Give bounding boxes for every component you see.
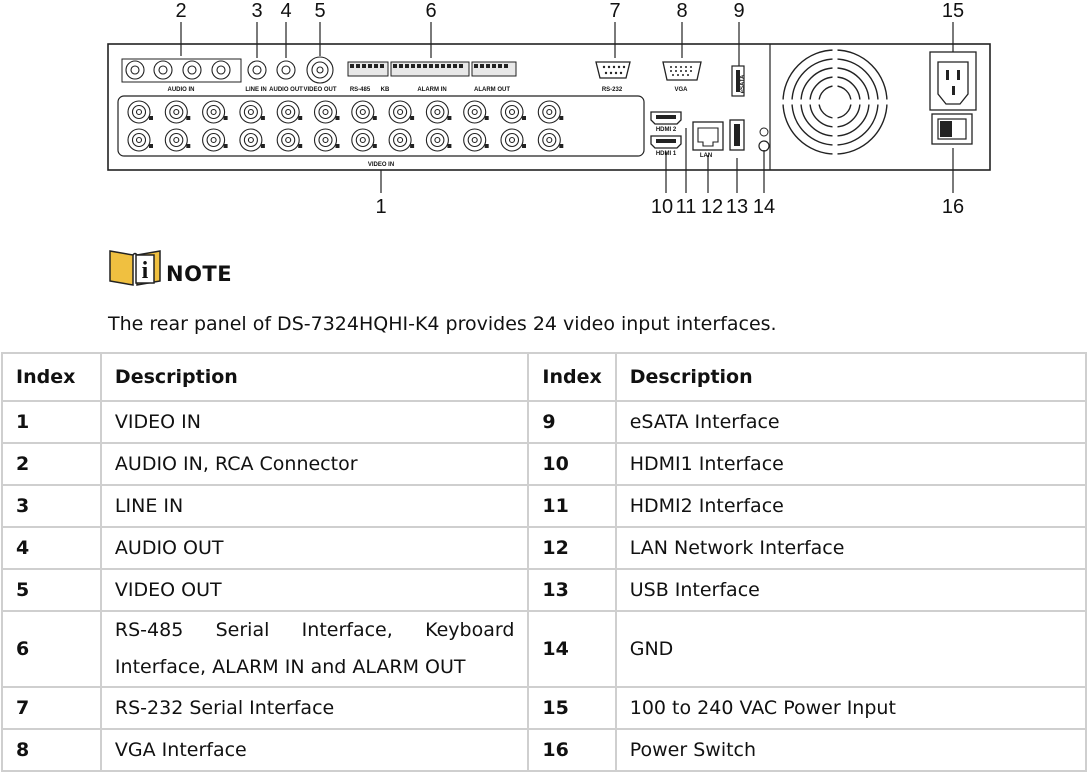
callout-14: 14 — [752, 196, 776, 218]
index-cell: 10 — [528, 443, 615, 485]
label-lan: LAN — [699, 153, 713, 159]
label-audio-in: AUDIO IN — [167, 87, 195, 93]
index-cell: 11 — [528, 485, 615, 527]
rear-panel-diagram — [0, 0, 1089, 225]
table-row — [2, 527, 1086, 569]
header-index: Index — [528, 353, 615, 401]
table-row — [2, 729, 1086, 771]
label-video-in: VIDEO IN — [367, 162, 395, 168]
svg-text:i: i — [141, 258, 149, 284]
description-cell: USB Interface — [616, 569, 1086, 611]
description-cell: AUDIO OUT — [101, 527, 528, 569]
description-cell: HDMI2 Interface — [616, 485, 1086, 527]
index-cell: 16 — [528, 729, 615, 771]
description-cell: VIDEO IN — [101, 401, 528, 443]
description-cell: RS-485 Serial Interface, Keyboard Interface, ALARM IN and ALARM OUT — [101, 611, 528, 687]
description-cell: HDMI1 Interface — [616, 443, 1086, 485]
callout-13: 13 — [725, 196, 749, 218]
callout-15: 15 — [941, 0, 965, 22]
description-cell: 100 to 240 VAC Power Input — [616, 687, 1086, 729]
info-book-icon — [108, 247, 162, 287]
description-cell: RS-232 Serial Interface — [101, 687, 528, 729]
description-cell: VIDEO OUT — [101, 569, 528, 611]
callout-4: 4 — [280, 0, 292, 22]
header-description: Description — [101, 353, 528, 401]
table-row — [2, 443, 1086, 485]
callout-3: 3 — [251, 0, 263, 22]
label-rs232: RS-232 — [601, 87, 623, 93]
header-description: Description — [616, 353, 1086, 401]
description-cell: AUDIO IN, RCA Connector — [101, 443, 528, 485]
callout-8: 8 — [676, 0, 688, 22]
callout-10: 10 — [650, 196, 674, 218]
label-vga: VGA — [674, 87, 688, 93]
callout-9: 9 — [733, 0, 745, 22]
description-cell: LAN Network Interface — [616, 527, 1086, 569]
label-alarm-out: ALARM OUT — [474, 87, 510, 93]
index-cell: 4 — [2, 527, 101, 569]
table-row — [2, 687, 1086, 729]
callout-7: 7 — [609, 0, 621, 22]
callout-12: 12 — [700, 196, 724, 218]
callout-11: 11 — [675, 196, 697, 218]
index-cell: 8 — [2, 729, 101, 771]
description-cell: Power Switch — [616, 729, 1086, 771]
note-text: The rear panel of DS-7324HQHI-K4 provides 24 video input interfaces. — [108, 313, 777, 335]
description-cell: eSATA Interface — [616, 401, 1086, 443]
table-row — [2, 569, 1086, 611]
interface-table — [1, 352, 1087, 772]
callout-2: 2 — [175, 0, 187, 22]
index-cell: 15 — [528, 687, 615, 729]
label-alarm-in: ALARM IN — [417, 87, 447, 93]
callout-16: 16 — [941, 196, 965, 218]
label-hdmi1: HDMI 1 — [655, 151, 677, 157]
table-row — [2, 485, 1086, 527]
index-cell: 9 — [528, 401, 615, 443]
label-video-out: VIDEO OUT — [303, 87, 337, 93]
label-rs485: RS-485 — [349, 87, 371, 93]
callout-6: 6 — [425, 0, 437, 22]
description-cell: LINE IN — [101, 485, 528, 527]
index-cell: 14 — [528, 611, 615, 687]
label-kb: KB — [380, 87, 390, 93]
header-index: Index — [2, 353, 101, 401]
index-cell: 5 — [2, 569, 101, 611]
index-cell: 2 — [2, 443, 101, 485]
index-cell: 7 — [2, 687, 101, 729]
table-row — [2, 401, 1086, 443]
index-cell: 12 — [528, 527, 615, 569]
description-cell: GND — [616, 611, 1086, 687]
index-cell: 6 — [2, 611, 101, 687]
table-header-row — [2, 353, 1086, 401]
description-cell: VGA Interface — [101, 729, 528, 771]
label-hdmi2: HDMI 2 — [655, 127, 677, 133]
table-row — [2, 611, 1086, 687]
index-cell: 1 — [2, 401, 101, 443]
index-cell: 3 — [2, 485, 101, 527]
callout-1: 1 — [375, 196, 387, 218]
label-audio-out: AUDIO OUT — [269, 87, 303, 93]
callout-5: 5 — [314, 0, 326, 22]
index-cell: 13 — [528, 569, 615, 611]
label-esata: eSATA — [740, 74, 746, 94]
label-line-in: LINE IN — [245, 87, 267, 93]
note-label: NOTE — [166, 262, 233, 286]
